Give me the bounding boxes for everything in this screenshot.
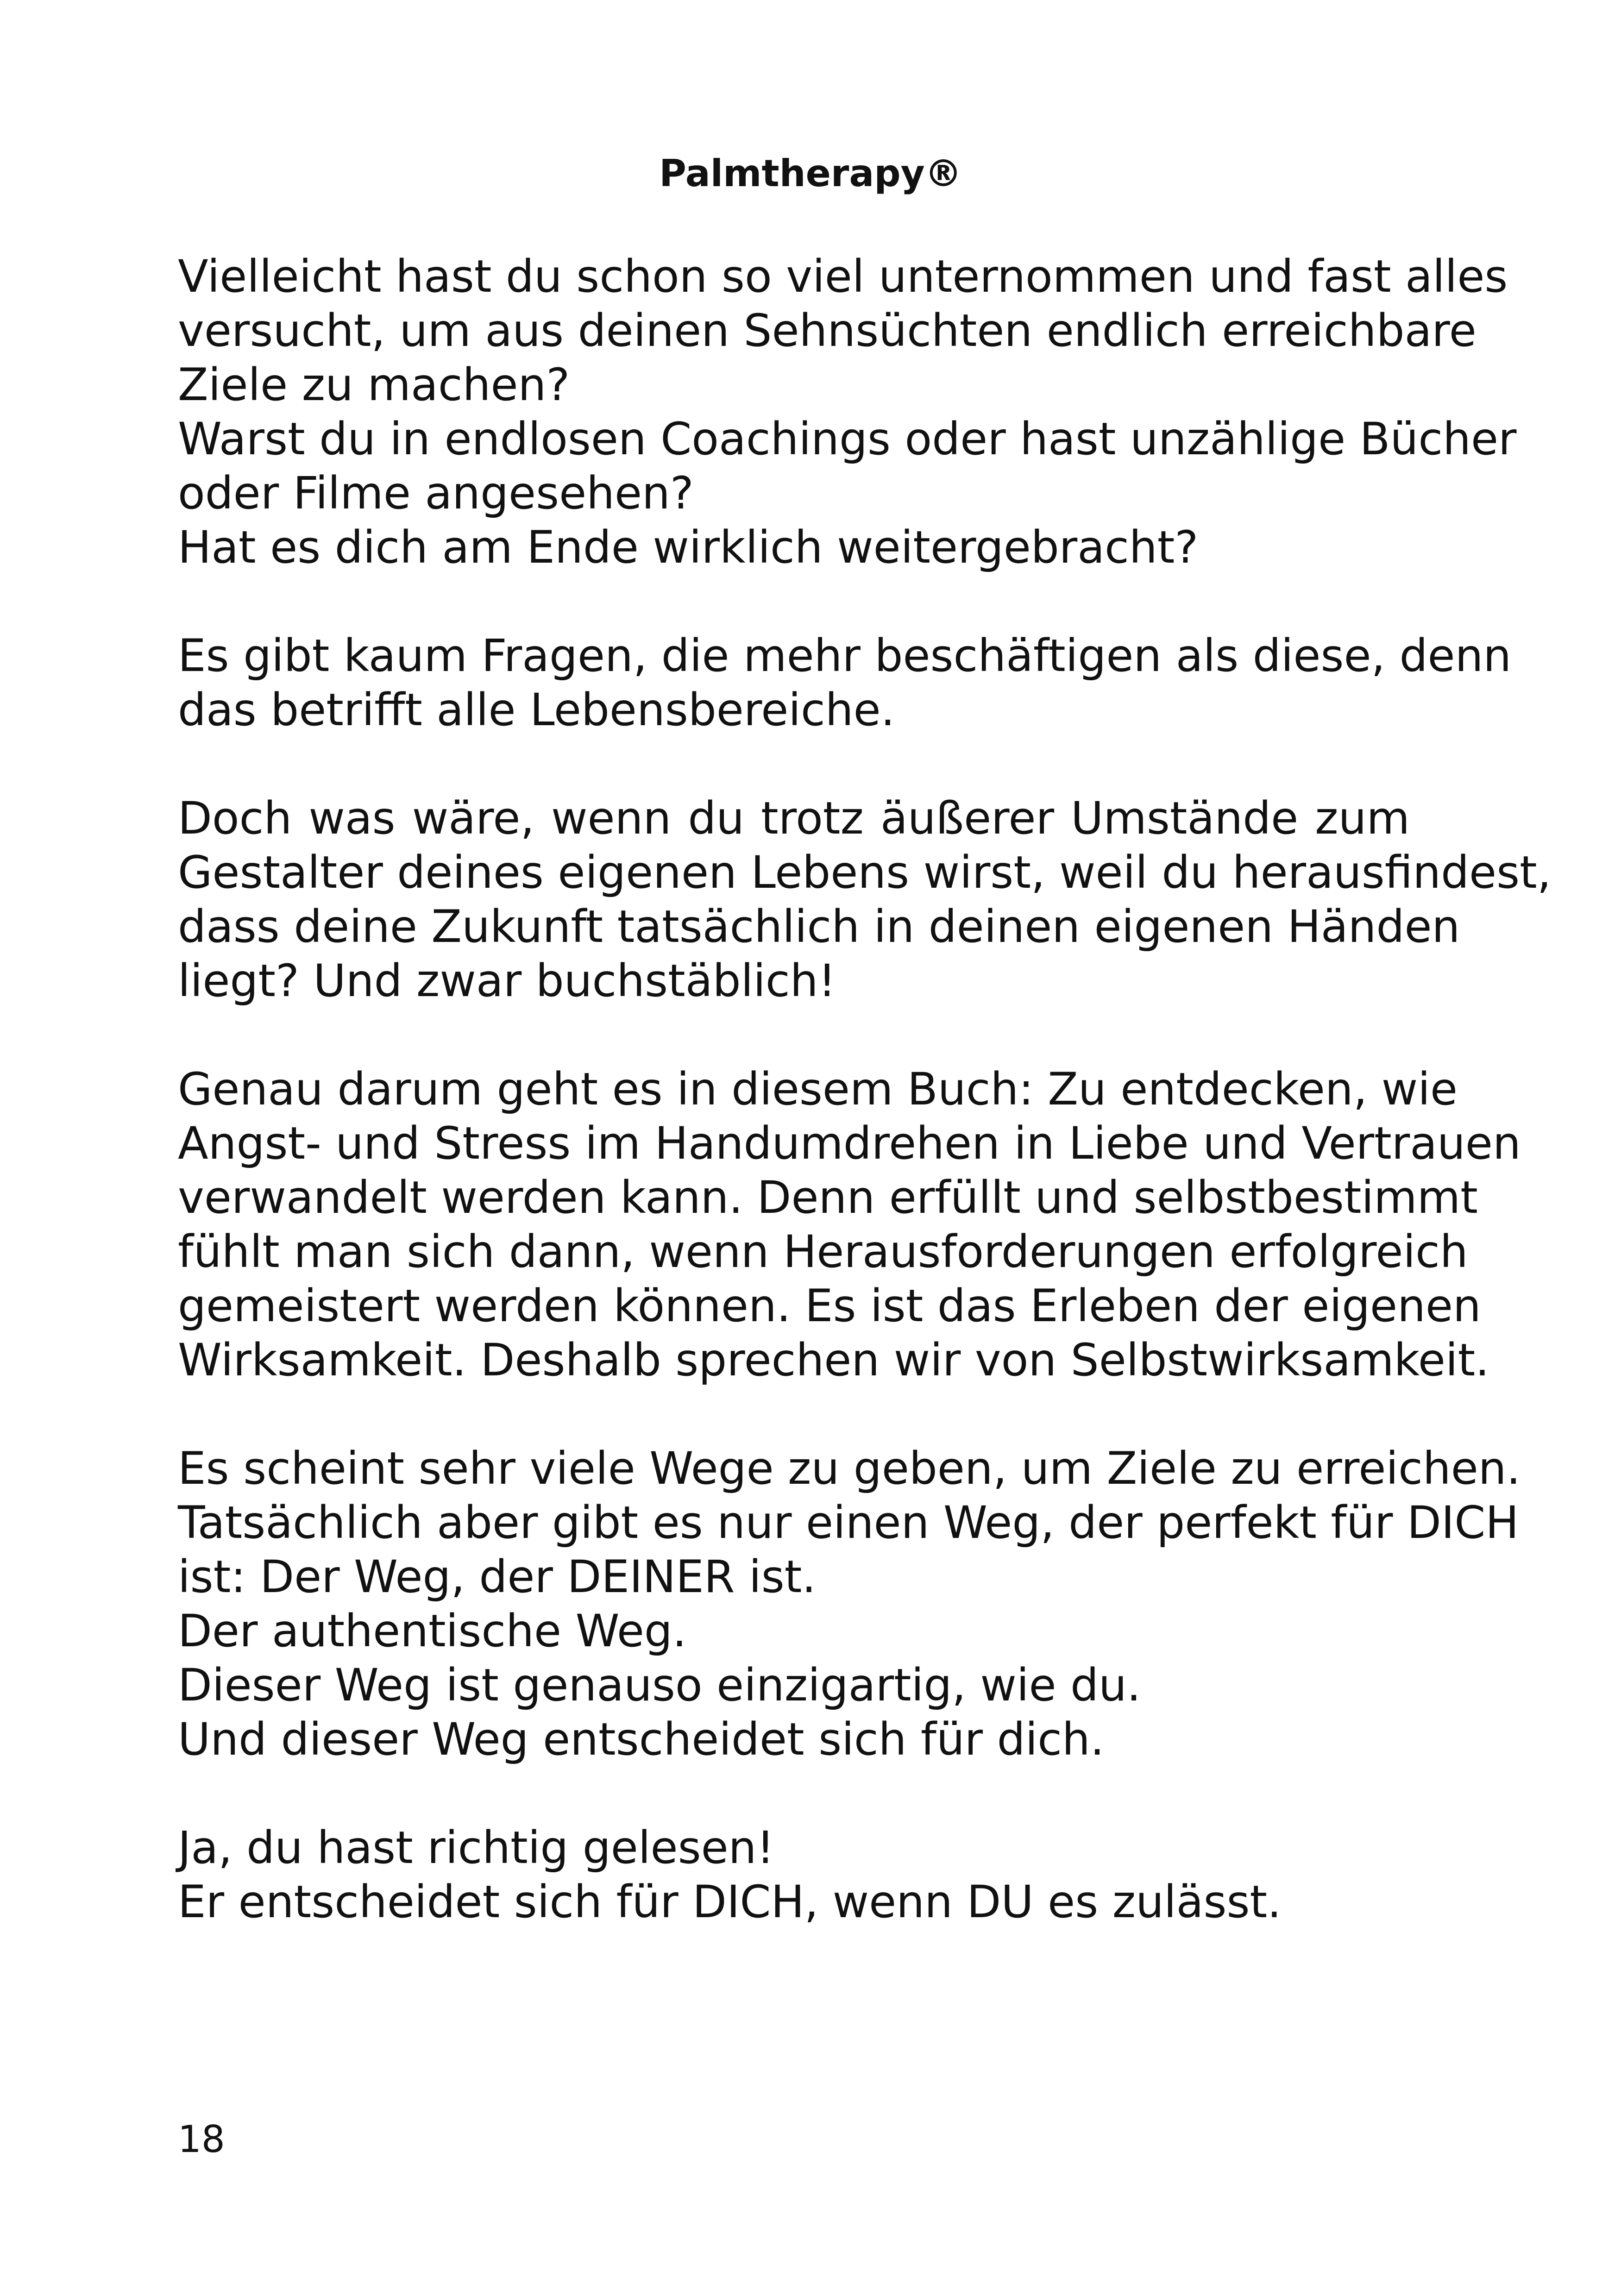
paragraph-line: Ziele zu machen? <box>178 359 570 411</box>
paragraph-line: fühlt man sich dann, wenn Herausforderungen erfolgreich <box>178 1226 1468 1278</box>
paragraph-line: liegt? Und zwar buchstäblich! <box>178 955 836 1007</box>
paragraph-4 <box>178 1062 1521 1387</box>
paragraph-3 <box>178 791 1552 1008</box>
paragraph-line: gemeistert werden können. Es ist das Erleben der eigenen <box>178 1280 1481 1332</box>
paragraph-line: das betrifft alle Lebensbereiche. <box>178 684 895 736</box>
paragraph-line: Hat es dich am Ende wirklich weitergebracht? <box>178 521 1199 573</box>
paragraph-1 <box>178 250 1517 575</box>
paragraph-line: Es gibt kaum Fragen, die mehr beschäftigen als diese, denn <box>178 630 1512 682</box>
paragraph-line: Gestalter deines eigenen Lebens wirst, weil du herausfindest, <box>178 847 1552 898</box>
paragraph-line: Dieser Weg ist genauso einzigartig, wie du. <box>178 1659 1141 1711</box>
page-number: 18 <box>178 2118 225 2161</box>
paragraph-5 <box>178 1442 1521 1767</box>
paragraph-line: verwandelt werden kann. Denn erfüllt und selbstbestimmt <box>178 1172 1478 1223</box>
paragraph-line: Tatsächlich aber gibt es nur einen Weg, der perfekt für DICH <box>178 1497 1519 1549</box>
paragraph-line: Ja, du hast richtig gelesen! <box>178 1822 774 1874</box>
paragraph-line: Doch was wäre, wenn du trotz äußerer Umstände zum <box>178 792 1410 844</box>
paragraph-line: ist: Der Weg, der DEINER ist. <box>178 1551 816 1603</box>
paragraph-line: Der authentische Weg. <box>178 1605 687 1657</box>
paragraph-line: Es scheint sehr viele Wege zu geben, um Ziele zu erreichen. <box>178 1443 1521 1494</box>
paragraph-line: Wirksamkeit. Deshalb sprechen wir von Selbstwirksamkeit. <box>178 1334 1489 1386</box>
paragraph-line: Er entscheidet sich für DICH, wenn DU es zulässt. <box>178 1876 1282 1928</box>
paragraph-line: Genau darum geht es in diesem Buch: Zu entdecken, wie <box>178 1063 1458 1115</box>
paragraph-line: dass deine Zukunft tatsächlich in deinen eigenen Händen <box>178 901 1460 953</box>
paragraph-line: Angst- und Stress im Handumdrehen in Liebe und Vertrauen <box>178 1117 1521 1169</box>
paragraph-line: Und dieser Weg entscheidet sich für dich. <box>178 1713 1105 1765</box>
running-title: Palmtherapy® <box>659 152 962 195</box>
paragraph-line: versucht, um aus deinen Sehnsüchten endlich erreichbare <box>178 305 1476 357</box>
paragraph-line: Warst du in endlosen Coachings oder hast unzählige Bücher <box>178 413 1517 465</box>
paragraph-line: oder Filme angesehen? <box>178 467 694 519</box>
paragraph-line: Vielleicht hast du schon so viel unternommen und fast alles <box>178 251 1508 302</box>
paragraph-6 <box>178 1821 1410 1929</box>
paragraph-2 <box>178 629 1512 737</box>
body-text <box>178 250 1552 1983</box>
